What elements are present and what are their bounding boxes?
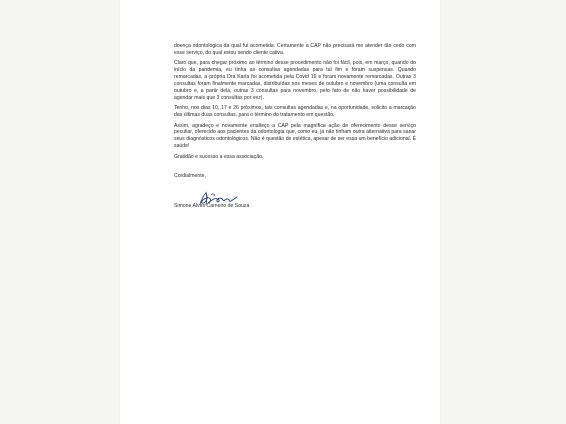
signature-block: [174, 196, 416, 210]
closing-salutation: Cordialmente,: [174, 172, 206, 179]
letter-paragraph-3: Tenho, nos dias 10, 17 e 26 próximos, tais consultas agendadas e, na oportunidade, solicito a marcação das últimas duas consultas, para o término do tratamento em questão.: [174, 105, 416, 119]
letter-paragraph-5: Gratidão e sucesso a essa associação.: [174, 153, 264, 160]
letter-body: [174, 43, 416, 210]
letter-paragraph-1: doença odontológica da qual fui acometida. Certamente a CAP não precisará me atender tão cedo com esse serviço, do qual estou sendo cliente cativa.: [174, 43, 416, 56]
signer-name: Simone Alves Carneiro de Souza: [174, 202, 250, 209]
letter-paragraph-4: Assim, agradeço e novamente enalteço a CAP pela magnífica ação de oferecimento desse serviço peculiar, oferecido aos pacientes da odontologia que, como eu, já não tinham outra alternativa para sanar seus diagnósticos odontológicos. Não é questão de estética, apesar de ser essa um benefício adicional. É saúde!: [174, 122, 416, 150]
letter-paragraph-2: Claro que, para chegar próximo ao término desse procedimento não foi fácil, pois, em março, quando do início da pandemia, eu tinha as consultas agendadas para tal fim e foram suspensas. Quando remarcadas, a própria Dra Karla foi acometida pela Covid 19 e foram novamente remarcadas. Outras 3 consultas foram finalmente marcadas, distribuídas nos meses de outubro e novembro (uma consulta em outubro e, a partir dela, outras 3 consultas para novembro, pelo fato de não haver possibilidade de agendar mais que 3 consultas por vez).: [174, 60, 416, 101]
